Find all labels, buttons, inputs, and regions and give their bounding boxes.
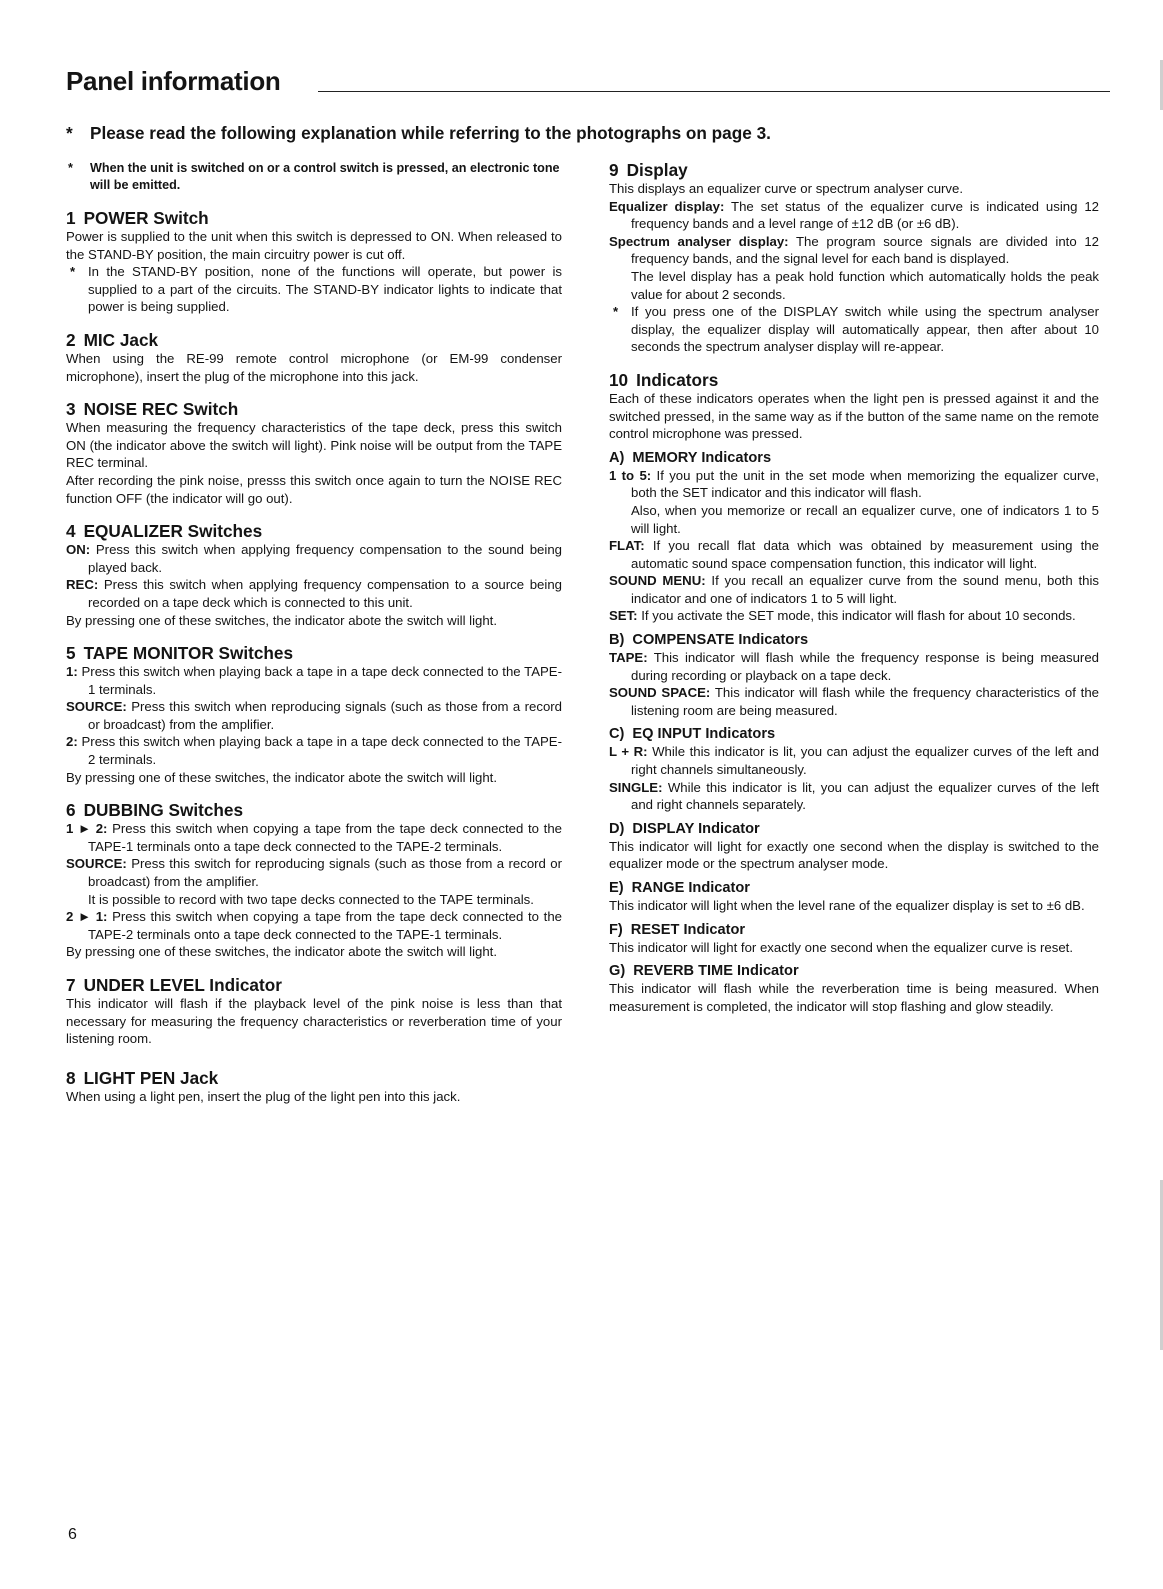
section-dubbing-switches — [66, 800, 562, 961]
section-text: When using a light pen, insert the plug of the light pen into this jack. — [66, 1088, 461, 1104]
page-title: Panel information — [66, 66, 281, 96]
section-text: When measuring the frequency characteristics of the tape deck, press this switch ON (the indicator above the switch will light). Pink noise will be output from the TAPE REC terminal. — [66, 420, 562, 471]
asterisk-icon: * — [66, 123, 73, 143]
definition-item: FLAT: If you recall flat data which was obtained by measurement using the automatic sound space compensation function, this indicator will light. — [609, 538, 1099, 571]
section-text: This indicator will light for exactly one second when the equalizer curve is reset. — [609, 939, 1073, 955]
section-text: When using the RE-99 remote control microphone (or EM-99 condenser microphone), insert the plug of the microphone into this jack. — [66, 350, 562, 384]
definition-item: Equalizer display: The set status of the equalizer curve is indicated using 12 frequency bands and a level range of ±12 dB (or ±6 dB). — [609, 198, 1099, 232]
section-text: This displays an equalizer curve or spectrum analyser curve. — [609, 181, 964, 196]
definition-item: 2 ► 1: Press this switch when copying a tape from the tape deck connected to the TAPE-2 terminals onto a tape deck connected to the TAPE-1 terminals. — [66, 909, 562, 942]
intro-instruction — [66, 123, 1116, 144]
right-column — [609, 160, 1099, 1015]
section-text: After recording the pink noise, presss this switch once again to turn the NOISE REC function OFF (the indicator will go out). — [66, 472, 562, 506]
tone-note-text: When the unit is switched on or a control switch is pressed, an electronic tone will be emitted. — [90, 161, 560, 192]
section-text: By pressing one of these switches, the indicator abote the switch will light. — [66, 612, 498, 628]
section-text: This indicator will light for exactly one second when the display is switched to the equalizer mode or the spectrum analyser mode. — [609, 838, 1099, 872]
section-heading: 2 MIC Jack — [66, 329, 159, 350]
section-equalizer-switches — [66, 521, 562, 629]
section-heading: 6 DUBBING Switches — [66, 800, 244, 821]
definition-item: SOUND SPACE: This indicator will flash while the frequency characteristics of the listening room are being measured. — [609, 685, 1100, 718]
section-text: This indicator will light when the level rane of the equalizer display is set to ±6 dB. — [609, 898, 1085, 913]
section-heading: 8 LIGHT PEN Jack — [66, 1067, 219, 1088]
page-header — [66, 66, 1110, 100]
section-heading: 10 Indicators — [609, 369, 719, 390]
section-text: This indicator will flash if the playback level of the pink noise is less than that necessary for measuring the frequency characteristics or reverberation time of your listening room. — [66, 996, 562, 1047]
tone-note — [66, 160, 562, 194]
definition-item: 2: Press this switch when playing back a tape in a tape deck connected to the TAPE-2 terminals. — [66, 734, 562, 768]
definition-continuation: Also, when you memorize or recall an equalizer curve, one of indicators 1 to 5 will light. — [631, 502, 1099, 536]
bullet-note: * If you press one of the DISPLAY switch while using the spectrum analyser display, the equalizer display will automatically appear, then after about 10 seconds the spectrum analyser display will re-appear. — [609, 303, 1099, 356]
section-text: By pressing one of these switches, the indicator abote the switch will light. — [66, 944, 498, 960]
definition-item: 1 to 5: If you put the unit in the set mode when memorizing the equalizer curve, both the SET indicator and this indicator will flash. — [609, 467, 1100, 501]
definition-item: SOURCE: Press this switch when reproducing signals (such as those from a record or broadcast) from the amplifier. — [66, 699, 563, 732]
title-rule — [318, 91, 1110, 92]
section-heading: 5 TAPE MONITOR Switches — [66, 643, 294, 664]
subsection-heading: D) DISPLAY Indicator — [609, 820, 760, 837]
definition-item: Spectrum analyser display: The program source signals are divided into 12 frequency bands, and the signal level for each band is displayed. — [609, 233, 1099, 267]
asterisk-icon: * — [68, 161, 73, 175]
section-indicators — [609, 370, 1099, 1015]
subsection-heading: E) RANGE Indicator — [609, 880, 750, 896]
section-heading: 4 EQUALIZER Switches — [66, 521, 263, 542]
section-text: This indicator will flash while the reverberation time is being measured. When measurement is completed, the indicator will stop flashing and glow steadily. — [609, 981, 1099, 1014]
page-number: 6 — [68, 1526, 77, 1543]
subsection-heading: B) COMPENSATE Indicators — [609, 632, 809, 649]
section-text: Power is supplied to the unit when this switch is depressed to ON. When released to the STAND-BY position, the main circuitry power is cut off. — [66, 229, 562, 262]
bullet-note: * In the STAND-BY position, none of the functions will operate, but power is supplied to a part of the circuits. The STAND-BY indicator lights to indicate that power is being supplied. — [66, 263, 562, 316]
left-column — [66, 160, 562, 1105]
section-mic-jack — [66, 330, 562, 385]
definition-item: SOURCE: Press this switch for reproducing signals (such as those from a record or broadcast) from the amplifier. — [66, 856, 562, 890]
asterisk-icon: * — [613, 304, 619, 320]
section-display — [609, 160, 1099, 356]
subsection-heading: G) REVERB TIME Indicator — [609, 963, 799, 980]
subsection-heading: C) EQ INPUT Indicators — [609, 726, 776, 743]
intro-text: Please read the following explanation while referring to the photographs on page 3. — [90, 123, 771, 143]
definition-item: SET: If you activate the SET mode, this indicator will flash for about 10 seconds. — [609, 608, 1076, 624]
subsection-heading: A) MEMORY Indicators — [609, 449, 772, 466]
section-heading: 3 NOISE REC Switch — [66, 399, 239, 420]
definition-item: SOUND MENU: If you recall an equalizer curve from the sound menu, both this indicator and one of indicators 1 to 5 will light. — [609, 573, 1099, 606]
section-noise-rec-switch — [66, 399, 562, 507]
subsection-heading: F) RESET Indicator — [609, 921, 746, 938]
section-text: By pressing one of these switches, the indicator abote the switch will light. — [66, 769, 498, 785]
definition-item: L + R: While this indicator is lit, you can adjust the equalizer curves of the left and right channels simultaneously. — [609, 744, 1099, 778]
section-under-level-indicator — [66, 975, 562, 1048]
definition-item: 1: Press this switch when playing back a tape in a tape deck connected to the TAPE-1 terminals. — [66, 664, 562, 697]
section-heading: 1 POWER Switch — [66, 208, 209, 228]
definition-item: REC: Press this switch when applying frequency compensation to a source being recorded on a tape deck which is connected to this unit. — [66, 577, 562, 610]
asterisk-icon: * — [70, 264, 76, 280]
section-heading: 7 UNDER LEVEL Indicator — [66, 975, 282, 995]
definition-continuation: The level display has a peak hold function which automatically holds the peak value for about 2 seconds. — [631, 268, 1099, 302]
section-power-switch — [66, 208, 562, 316]
definition-item: SINGLE: While this indicator is lit, you can adjust the equalizer curves of the left and right channels separately. — [609, 779, 1099, 813]
definition-item: TAPE: This indicator will flash while the frequency response is being measured during recording or playback on a tape deck. — [609, 650, 1099, 683]
definition-continuation: It is possible to record with two tape decks connected to the TAPE terminals. — [88, 891, 534, 907]
definition-item: 1 ► 2: Press this switch when copying a tape from the tape deck connected to the TAPE-1 terminals onto a tape deck connected to the TAPE-2 terminals. — [66, 821, 562, 854]
section-text: Each of these indicators operates when the light pen is pressed against it and the switched pressed, in the same way as if the button of the same name on the remote control microphone was pressed. — [609, 390, 1099, 442]
section-heading: 9 Display — [609, 160, 688, 180]
section-light-pen-jack — [66, 1068, 562, 1106]
section-tape-monitor-switches — [66, 643, 562, 786]
definition-item: ON: Press this switch when applying frequency compensation to the sound being played back. — [66, 542, 562, 575]
